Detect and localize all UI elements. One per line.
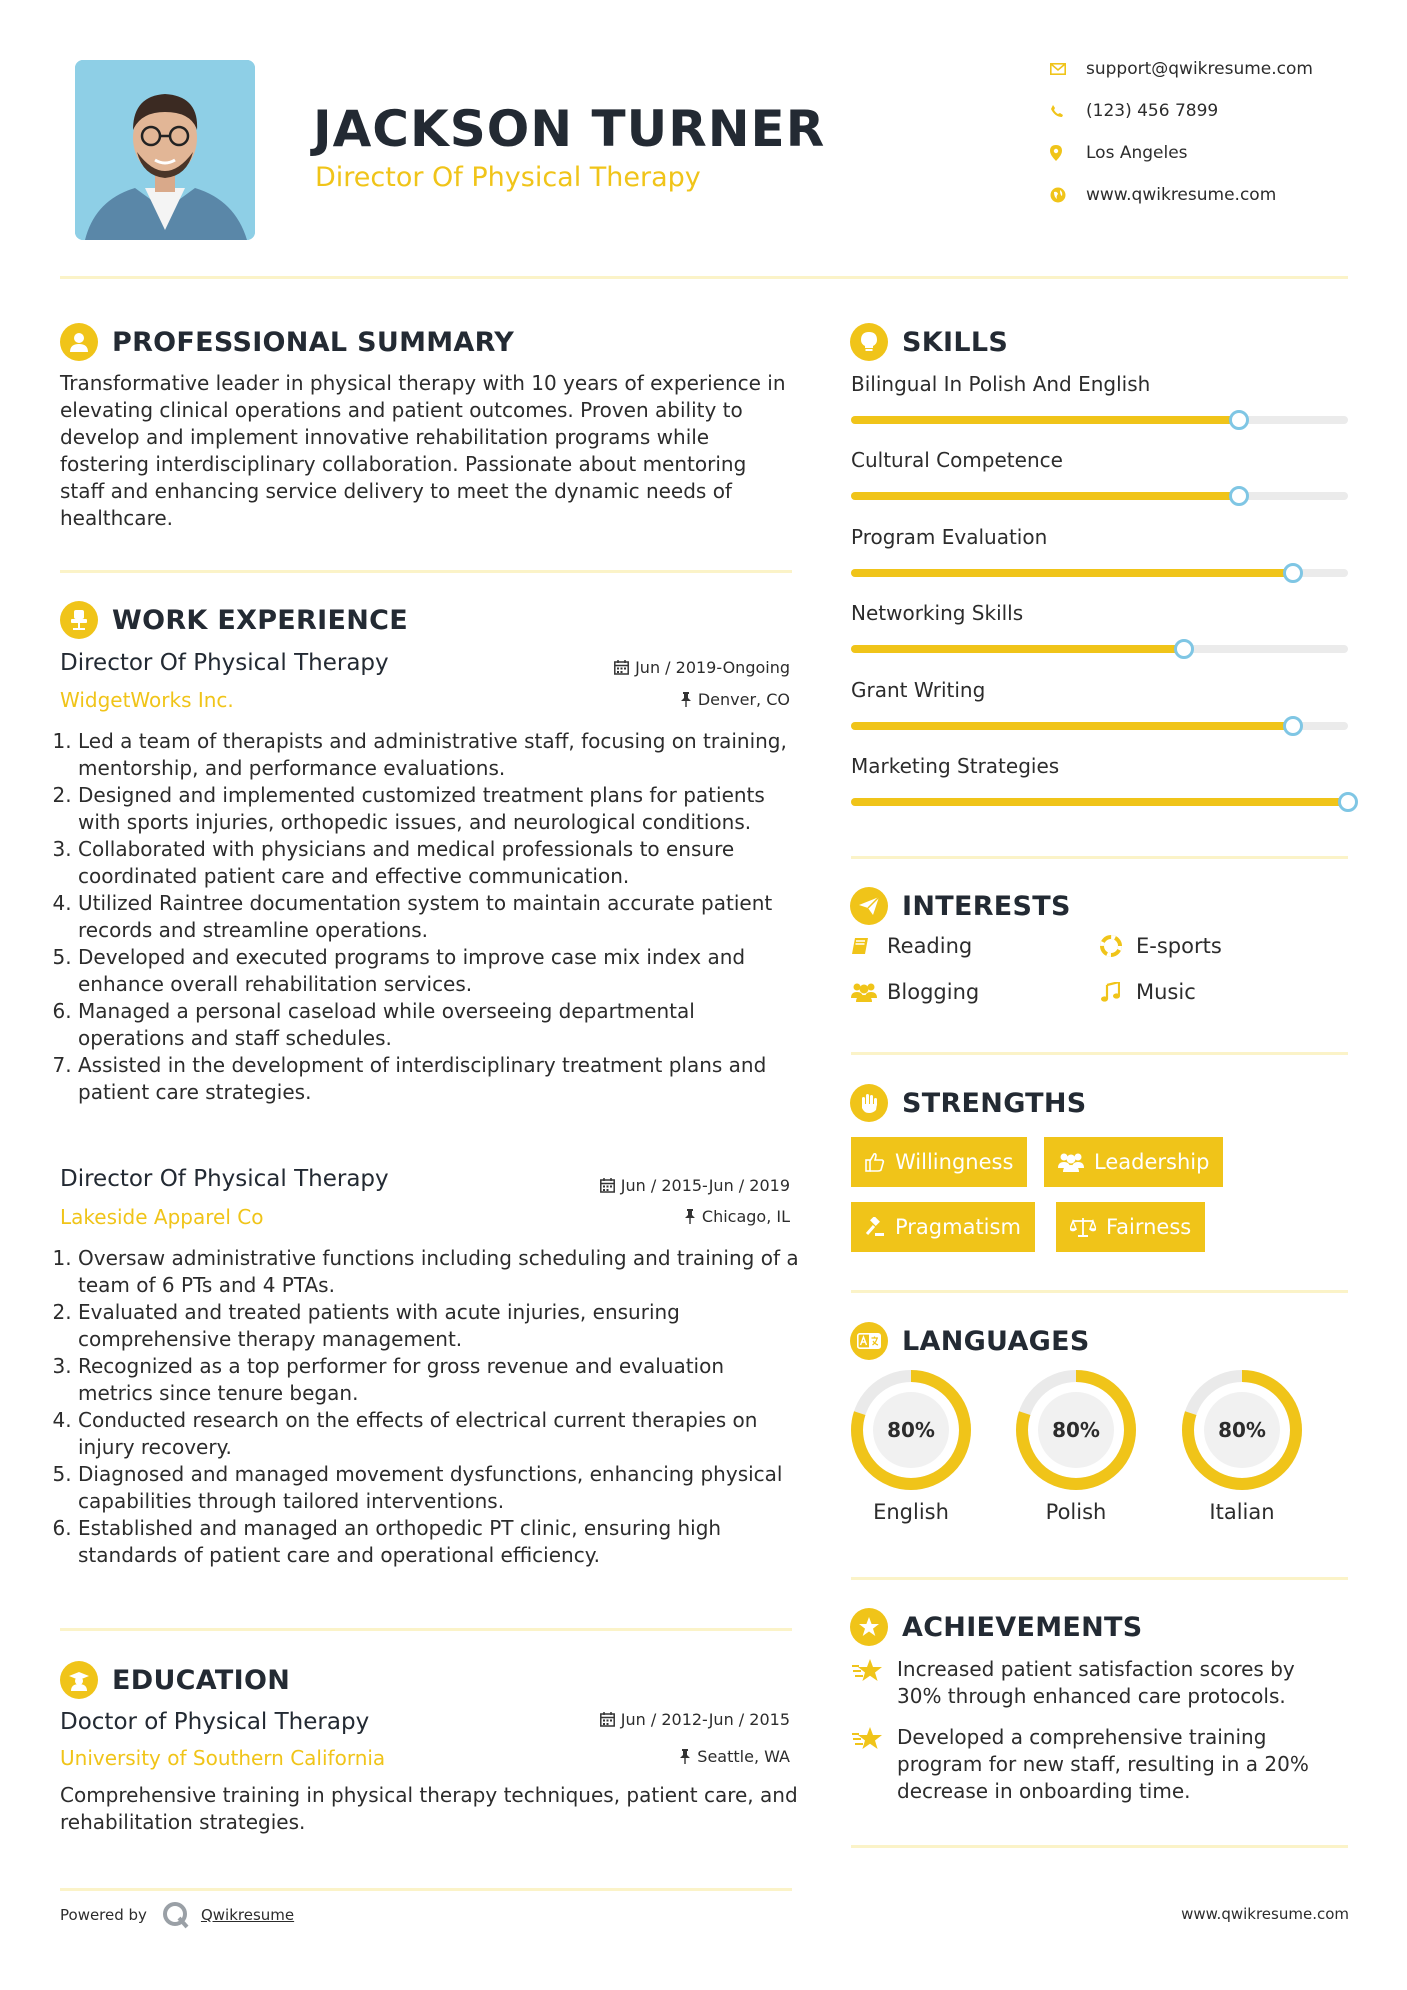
job-2-company: Lakeside Apparel Co bbox=[60, 1205, 264, 1229]
language-percent: 80% bbox=[1218, 1418, 1266, 1442]
gavel-icon bbox=[865, 1217, 885, 1237]
summary-heading: PROFESSIONAL SUMMARY bbox=[60, 322, 514, 362]
experience-divider bbox=[60, 1628, 792, 1631]
contact-location bbox=[1050, 138, 1350, 168]
list-item: 6. Established and managed an orthopedic PT clinic, ensuring high standards of patient care and operational efficiency. bbox=[78, 1515, 800, 1569]
skill-bar-fill bbox=[851, 722, 1293, 730]
achievements-heading: ACHIEVEMENTS bbox=[850, 1607, 1143, 1647]
skill-bar bbox=[851, 569, 1348, 577]
education-degree: Doctor of Physical Therapy bbox=[60, 1709, 370, 1735]
language-percent: 80% bbox=[887, 1418, 935, 1442]
calendar-icon bbox=[600, 1712, 615, 1727]
job-2-title: Director Of Physical Therapy bbox=[60, 1166, 389, 1192]
candidate-name: JACKSON TURNER bbox=[313, 100, 826, 158]
star-icon bbox=[851, 1726, 883, 1752]
job-1-location: Denver, CO bbox=[680, 690, 790, 709]
profile-photo bbox=[75, 60, 255, 240]
scale-icon bbox=[1070, 1217, 1096, 1237]
language-name: Italian bbox=[1209, 1500, 1275, 1524]
list-item: 6. Managed a personal caseload while overseeing departmental operations and staff schedules. bbox=[78, 998, 795, 1052]
skill-bar bbox=[851, 416, 1348, 424]
header-divider bbox=[60, 276, 1348, 279]
strength-tag: Willingness bbox=[851, 1137, 1027, 1187]
contact-email bbox=[1050, 54, 1350, 84]
list-item: 3. Recognized as a top performer for gross revenue and evaluation metrics since tenure began. bbox=[78, 1353, 800, 1407]
skill-label: Networking Skills bbox=[851, 601, 1024, 625]
contact-email-text[interactable]: support@qwikresume.com bbox=[1086, 59, 1313, 79]
interest-item: Blogging bbox=[851, 980, 979, 1004]
globe-icon bbox=[1050, 187, 1066, 203]
language-item bbox=[1180, 1368, 1304, 1524]
contact-website bbox=[1050, 180, 1350, 210]
contact-phone-text: (123) 456 7899 bbox=[1086, 101, 1219, 121]
footer-powered-by: Powered by Qwikresume bbox=[60, 1900, 294, 1930]
skill-bar bbox=[851, 722, 1348, 730]
chair-icon bbox=[60, 601, 98, 639]
graduate-icon bbox=[60, 1661, 98, 1699]
thumbs-up-icon bbox=[865, 1152, 885, 1172]
job-1-duties bbox=[60, 728, 795, 1106]
list-item: 2. Evaluated and treated patients with acute injuries, ensuring comprehensive therapy management. bbox=[78, 1299, 800, 1353]
pushpin-icon bbox=[684, 1209, 696, 1224]
skill-bar bbox=[851, 798, 1348, 806]
list-item: 7. Assisted in the development of interdisciplinary treatment plans and patient care strategies. bbox=[78, 1052, 795, 1106]
skill-label: Bilingual In Polish And English bbox=[851, 372, 1151, 396]
contact-location-text: Los Angeles bbox=[1086, 143, 1188, 163]
language-item bbox=[1014, 1368, 1138, 1524]
strength-tag: Pragmatism bbox=[851, 1202, 1035, 1252]
list-item: 4. Conducted research on the effects of electrical current therapies on injury recovery. bbox=[78, 1407, 800, 1461]
star-icon bbox=[851, 1658, 883, 1684]
lifebuoy-icon bbox=[1100, 935, 1122, 957]
language-name: Polish bbox=[1045, 1500, 1107, 1524]
skill-bar-knob bbox=[1283, 563, 1303, 583]
education-location: Seattle, WA bbox=[679, 1747, 790, 1766]
candidate-title: Director Of Physical Therapy bbox=[315, 162, 701, 193]
skill-label: Grant Writing bbox=[851, 678, 986, 702]
contact-website-text[interactable]: www.qwikresume.com bbox=[1086, 185, 1277, 205]
skill-label: Cultural Competence bbox=[851, 448, 1063, 472]
skill-label: Program Evaluation bbox=[851, 525, 1048, 549]
footer-brand-link[interactable]: Qwikresume bbox=[200, 1906, 295, 1924]
education-text: Comprehensive training in physical therapy techniques, patient care, and rehabilitation strategies. bbox=[60, 1783, 798, 1834]
interest-item: E-sports bbox=[1100, 934, 1222, 958]
job-2-location: Chicago, IL bbox=[684, 1207, 790, 1226]
calendar-icon bbox=[614, 660, 629, 675]
envelope-icon bbox=[1050, 63, 1066, 75]
skill-bar-knob bbox=[1174, 639, 1194, 659]
music-icon bbox=[1100, 982, 1120, 1002]
map-pin-icon bbox=[1050, 145, 1062, 161]
list-item: 2. Designed and implemented customized treatment plans for patients with sports injuries, orthopedic issues, and neurological conditions. bbox=[78, 782, 795, 836]
lightbulb-icon bbox=[850, 323, 888, 361]
skill-bar-knob bbox=[1283, 716, 1303, 736]
translate-icon bbox=[850, 1322, 888, 1360]
skill-bar-fill bbox=[851, 798, 1348, 806]
strengths-heading: STRENGTHS bbox=[850, 1083, 1087, 1123]
list-item: 4. Utilized Raintree documentation system to maintain accurate patient records and streamline operations. bbox=[78, 890, 795, 944]
achievement-item: Developed a comprehensive training program for new staff, resulting in a 20% decrease in onboarding time. bbox=[851, 1724, 1327, 1805]
languages-divider bbox=[851, 1577, 1348, 1580]
users-icon bbox=[1058, 1152, 1084, 1172]
contact-phone bbox=[1050, 96, 1350, 126]
strength-tag: Leadership bbox=[1044, 1137, 1223, 1187]
skill-bar bbox=[851, 645, 1348, 653]
job-2-date: Jun / 2015-Jun / 2019 bbox=[600, 1176, 790, 1195]
skill-bar-fill bbox=[851, 416, 1239, 424]
list-item: 1. Led a team of therapists and administrative staff, focusing on training, mentorship, and performance evaluations. bbox=[78, 728, 795, 782]
education-divider bbox=[60, 1888, 792, 1891]
list-item: 5. Developed and executed programs to improve case mix index and enhance overall rehabilitation services. bbox=[78, 944, 795, 998]
job-2-duties bbox=[60, 1245, 800, 1569]
strength-tag: Fairness bbox=[1056, 1202, 1205, 1252]
language-percent: 80% bbox=[1052, 1418, 1100, 1442]
job-1-company: WidgetWorks Inc. bbox=[60, 688, 234, 712]
interests-heading: INTERESTS bbox=[850, 886, 1071, 926]
list-item: 1. Oversaw administrative functions including scheduling and training of a team of 6 PTs and 4 PTAs. bbox=[78, 1245, 800, 1299]
interest-item: Reading bbox=[851, 934, 972, 958]
star-badge-icon bbox=[850, 1608, 888, 1646]
interests-divider bbox=[851, 1052, 1348, 1055]
skill-bar-fill bbox=[851, 569, 1293, 577]
pushpin-icon bbox=[680, 692, 692, 707]
education-school: University of Southern California bbox=[60, 1746, 386, 1770]
strengths-divider bbox=[851, 1290, 1348, 1293]
user-icon bbox=[60, 323, 98, 361]
education-heading: EDUCATION bbox=[60, 1660, 290, 1700]
education-date: Jun / 2012-Jun / 2015 bbox=[600, 1710, 790, 1729]
list-item: 3. Collaborated with physicians and medical professionals to ensure coordinated patient care and effective communication. bbox=[78, 836, 795, 890]
skill-bar bbox=[851, 492, 1348, 500]
skill-bar-fill bbox=[851, 645, 1184, 653]
list-item: 5. Diagnosed and managed movement dysfunctions, enhancing physical capabilities through tailored interventions. bbox=[78, 1461, 800, 1515]
pushpin-icon bbox=[679, 1749, 691, 1764]
skill-label: Marketing Strategies bbox=[851, 754, 1060, 778]
calendar-icon bbox=[600, 1178, 615, 1193]
skill-bar-knob bbox=[1338, 792, 1358, 812]
summary-text: Transformative leader in physical therapy with 10 years of experience in elevating clinical operations and patient outcomes. Proven ability to develop and implement innovative rehabilitation programs while fostering interdisciplinary collaboration. Passionate about mentoring staff and enhancing service delivery to meet the dynamic needs of healthcare. bbox=[60, 371, 786, 530]
skill-bar-fill bbox=[851, 492, 1239, 500]
language-item bbox=[849, 1368, 973, 1524]
paper-plane-icon bbox=[850, 887, 888, 925]
language-name: English bbox=[873, 1500, 949, 1524]
qwikresume-logo-icon bbox=[161, 1900, 191, 1930]
summary-divider bbox=[60, 570, 792, 573]
phone-icon bbox=[1050, 104, 1064, 118]
skill-bar-knob bbox=[1229, 486, 1249, 506]
users-icon bbox=[851, 982, 877, 1002]
job-1-date: Jun / 2019-Ongoing bbox=[614, 658, 790, 677]
skill-bar-knob bbox=[1229, 410, 1249, 430]
skills-heading: SKILLS bbox=[850, 322, 1008, 362]
achievement-item: Increased patient satisfaction scores by 30% through enhanced care protocols. bbox=[851, 1656, 1327, 1710]
languages-heading: LANGUAGES bbox=[850, 1321, 1090, 1361]
interest-item: Music bbox=[1100, 980, 1196, 1004]
footer-url[interactable]: www.qwikresume.com bbox=[1181, 1905, 1349, 1923]
skills-divider bbox=[851, 856, 1348, 859]
hand-icon bbox=[850, 1084, 888, 1122]
book-icon bbox=[851, 937, 869, 955]
experience-heading: WORK EXPERIENCE bbox=[60, 600, 408, 640]
job-1-title: Director Of Physical Therapy bbox=[60, 650, 389, 676]
achievements-divider bbox=[851, 1845, 1348, 1848]
